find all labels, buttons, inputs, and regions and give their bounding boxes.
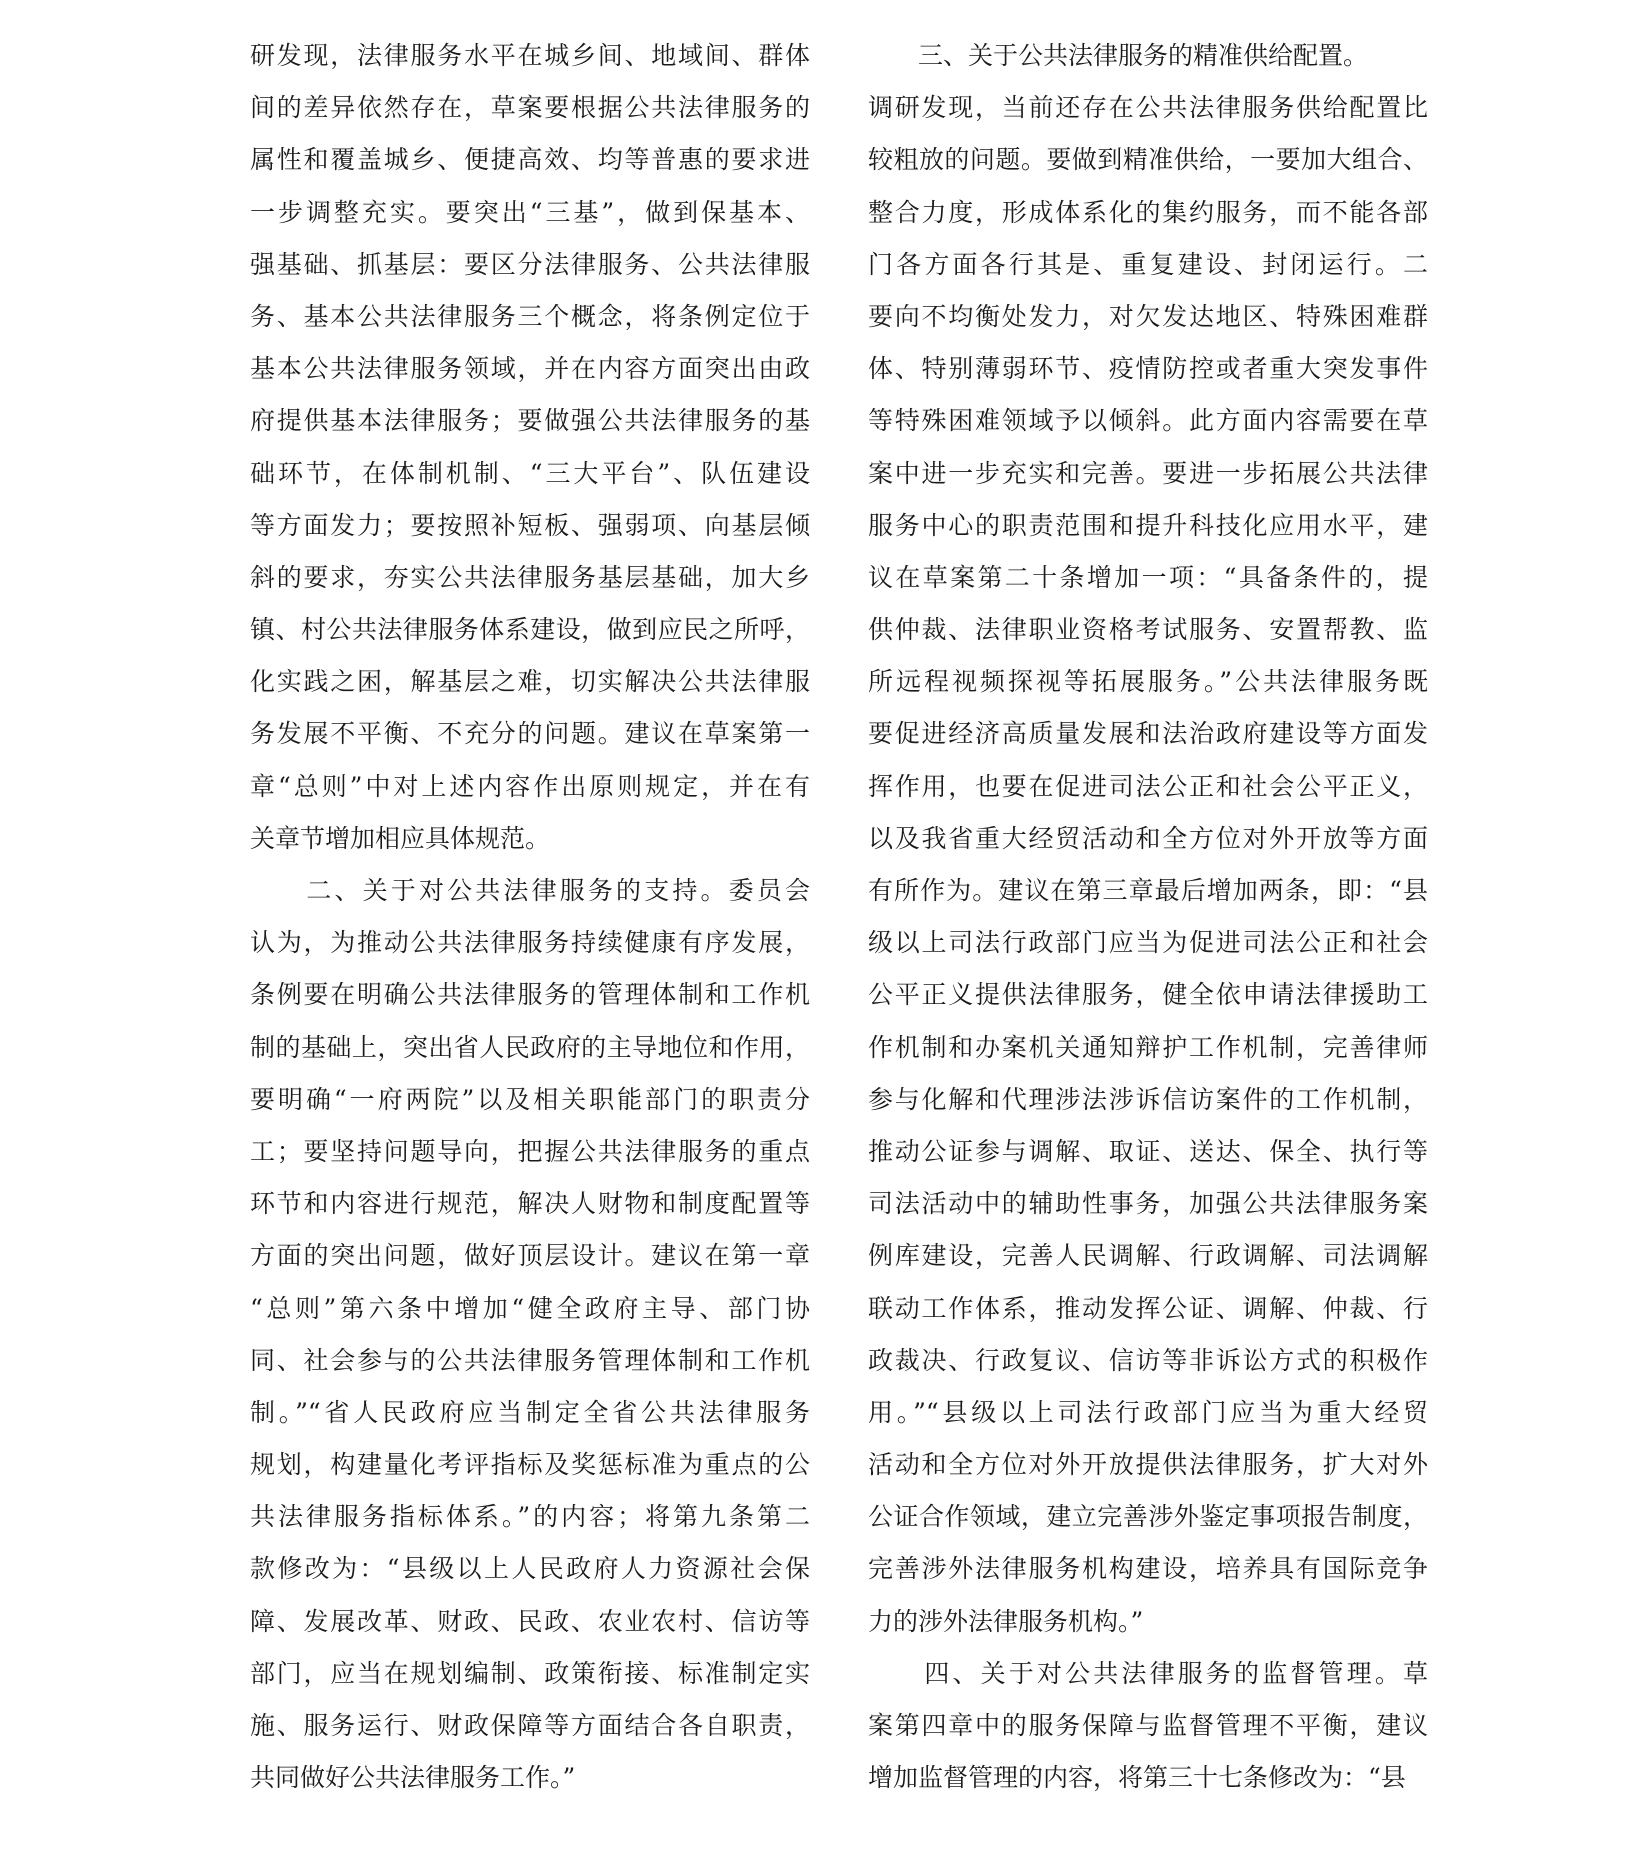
text-line: 认为，为推动公共法律服务持续健康有序发展， bbox=[250, 928, 810, 958]
text-line: 一步调整充实。要突出“三基”，做到保基本、 bbox=[250, 197, 810, 227]
text-line: 斜的要求，夯实公共法律服务基层基础，加大乡 bbox=[250, 562, 810, 592]
text-line: 务发展不平衡、不充分的问题。建议在草案第一 bbox=[250, 719, 810, 749]
text-line: 条例要在明确公共法律服务的管理体制和工作机 bbox=[250, 980, 810, 1010]
text-line: 调研发现，当前还存在公共法律服务供给配置比 bbox=[868, 93, 1428, 123]
text-line: 要明确“一府两院”以及相关职能部门的职责分 bbox=[250, 1084, 810, 1114]
text-line: 规划，构建量化考评指标及奖惩标准为重点的公 bbox=[250, 1450, 810, 1480]
text-line: 推动公证参与调解、取证、送达、保全、执行等 bbox=[868, 1136, 1428, 1166]
text-line: 础环节，在体制机制、“三大平台”、队伍建设 bbox=[250, 458, 810, 488]
text-line: 四、关于对公共法律服务的监督管理。草 bbox=[868, 1658, 1428, 1688]
text-line: 联动工作体系，推动发挥公证、调解、仲裁、行 bbox=[868, 1293, 1428, 1323]
text-line: 环节和内容进行规范，解决人财物和制度配置等 bbox=[250, 1189, 810, 1219]
text-line: 公证合作领域，建立完善涉外鉴定事项报告制度， bbox=[868, 1502, 1428, 1532]
text-line: 政裁决、行政复议、信访等非诉讼方式的积极作 bbox=[868, 1345, 1428, 1375]
text-line: 强基础、抓基层：要区分法律服务、公共法律服 bbox=[250, 249, 810, 279]
text-line: 障、发展改革、财政、民政、农业农村、信访等 bbox=[250, 1606, 810, 1636]
text-line: 以及我省重大经贸活动和全方位对外开放等方面 bbox=[868, 823, 1428, 853]
text-line: 参与化解和代理涉法涉诉信访案件的工作机制， bbox=[868, 1084, 1428, 1114]
text-line: 增加监督管理的内容，将第三十七条修改为：“县 bbox=[868, 1763, 1406, 1793]
text-line: 制。”“省人民政府应当制定全省公共法律服务 bbox=[250, 1397, 810, 1427]
text-line: 完善涉外法律服务机构建设，培养具有国际竞争 bbox=[868, 1554, 1428, 1584]
text-line: 体、特别薄弱环节、疫情防控或者重大突发事件 bbox=[868, 354, 1428, 384]
text-line: 方面的突出问题，做好顶层设计。建议在第一章 bbox=[250, 1241, 810, 1271]
right-column bbox=[868, 30, 1428, 1804]
text-line: 施、服务运行、财政保障等方面结合各自职责， bbox=[250, 1711, 810, 1740]
text-line: 要向不均衡处发力，对欠发达地区、特殊困难群 bbox=[868, 301, 1428, 331]
text-line: 较粗放的问题。要做到精准供给，一要加大组合、 bbox=[868, 145, 1428, 175]
text-line: 作机制和办案机关通知辩护工作机制，完善律师 bbox=[868, 1032, 1428, 1062]
text-line: 用。”“县级以上司法行政部门应当为重大经贸 bbox=[868, 1397, 1428, 1427]
text-line: 所远程视频探视等拓展服务。”公共法律服务既 bbox=[868, 667, 1428, 697]
text-line: 供仲裁、法律职业资格考试服务、安置帮教、监 bbox=[868, 615, 1428, 645]
text-line: 章“总则”中对上述内容作出原则规定，并在有 bbox=[250, 771, 810, 801]
text-line: 款修改为：“县级以上人民政府人力资源社会保 bbox=[250, 1554, 810, 1584]
text-line: 三、关于公共法律服务的精准供给配置。 bbox=[868, 41, 1369, 70]
text-line: 门各方面各行其是、重复建设、封闭运行。二 bbox=[868, 249, 1428, 279]
text-line: 议在草案第二十条增加一项：“具备条件的，提 bbox=[868, 562, 1428, 592]
text-line: 例库建设，完善人民调解、行政调解、司法调解 bbox=[868, 1241, 1428, 1271]
text-line: 部门，应当在规划编制、政策衔接、标准制定实 bbox=[250, 1658, 810, 1688]
text-line: 同、社会参与的公共法律服务管理体制和工作机 bbox=[250, 1345, 810, 1375]
text-line: 府提供基本法律服务；要做强公共法律服务的基 bbox=[250, 406, 810, 436]
text-line: 共同做好公共法律服务工作。” bbox=[250, 1763, 576, 1793]
text-line: 级以上司法行政部门应当为促进司法公正和社会 bbox=[868, 928, 1428, 958]
text-line: 化实践之困，解基层之难，切实解决公共法律服 bbox=[250, 667, 810, 697]
text-line: 务、基本公共法律服务三个概念，将条例定位于 bbox=[250, 301, 810, 331]
text-line: 二、关于对公共法律服务的支持。委员会 bbox=[250, 876, 810, 905]
text-line: 力的涉外法律服务机构。” bbox=[868, 1606, 1144, 1636]
text-line: 等方面发力；要按照补短板、强弱项、向基层倾 bbox=[250, 510, 810, 540]
text-line: 镇、村公共法律服务体系建设，做到应民之所呼， bbox=[250, 615, 810, 645]
text-line: 间的差异依然存在，草案要根据公共法律服务的 bbox=[250, 93, 810, 123]
text-line: 服务中心的职责范围和提升科技化应用水平，建 bbox=[868, 510, 1428, 540]
text-line: 司法活动中的辅助性事务，加强公共法律服务案 bbox=[868, 1189, 1428, 1219]
text-line: 基本公共法律服务领域，并在内容方面突出由政 bbox=[250, 354, 810, 384]
text-line: 关章节增加相应具体规范。 bbox=[250, 823, 551, 853]
text-line: 活动和全方位对外开放提供法律服务，扩大对外 bbox=[868, 1450, 1428, 1480]
text-line: 研发现，法律服务水平在城乡间、地域间、群体 bbox=[250, 41, 810, 70]
text-line: 案第四章中的服务保障与监督管理不平衡，建议 bbox=[868, 1711, 1428, 1740]
text-line: 属性和覆盖城乡、便捷高效、均等普惠的要求进 bbox=[250, 145, 810, 175]
text-line: 等特殊困难领域予以倾斜。此方面内容需要在草 bbox=[868, 406, 1428, 436]
text-line: 有所作为。建议在第三章最后增加两条，即：“县 bbox=[868, 876, 1428, 905]
text-line: 共法律服务指标体系。”的内容；将第九条第二 bbox=[250, 1502, 810, 1532]
text-line: 制的基础上，突出省人民政府的主导地位和作用， bbox=[250, 1032, 810, 1062]
text-line: 工；要坚持问题导向，把握公共法律服务的重点 bbox=[250, 1136, 810, 1166]
text-line: “总则”第六条中增加“健全政府主导、部门协 bbox=[250, 1293, 810, 1323]
text-line: 公平正义提供法律服务，健全依申请法律援助工 bbox=[868, 980, 1428, 1010]
left-column bbox=[250, 30, 810, 1804]
text-line: 案中进一步充实和完善。要进一步拓展公共法律 bbox=[868, 458, 1428, 488]
text-line: 挥作用，也要在促进司法公正和社会公平正义， bbox=[868, 771, 1428, 801]
text-line: 要促进经济高质量发展和法治政府建设等方面发 bbox=[868, 719, 1428, 749]
text-line: 整合力度，形成体系化的集约服务，而不能各部 bbox=[868, 197, 1428, 227]
